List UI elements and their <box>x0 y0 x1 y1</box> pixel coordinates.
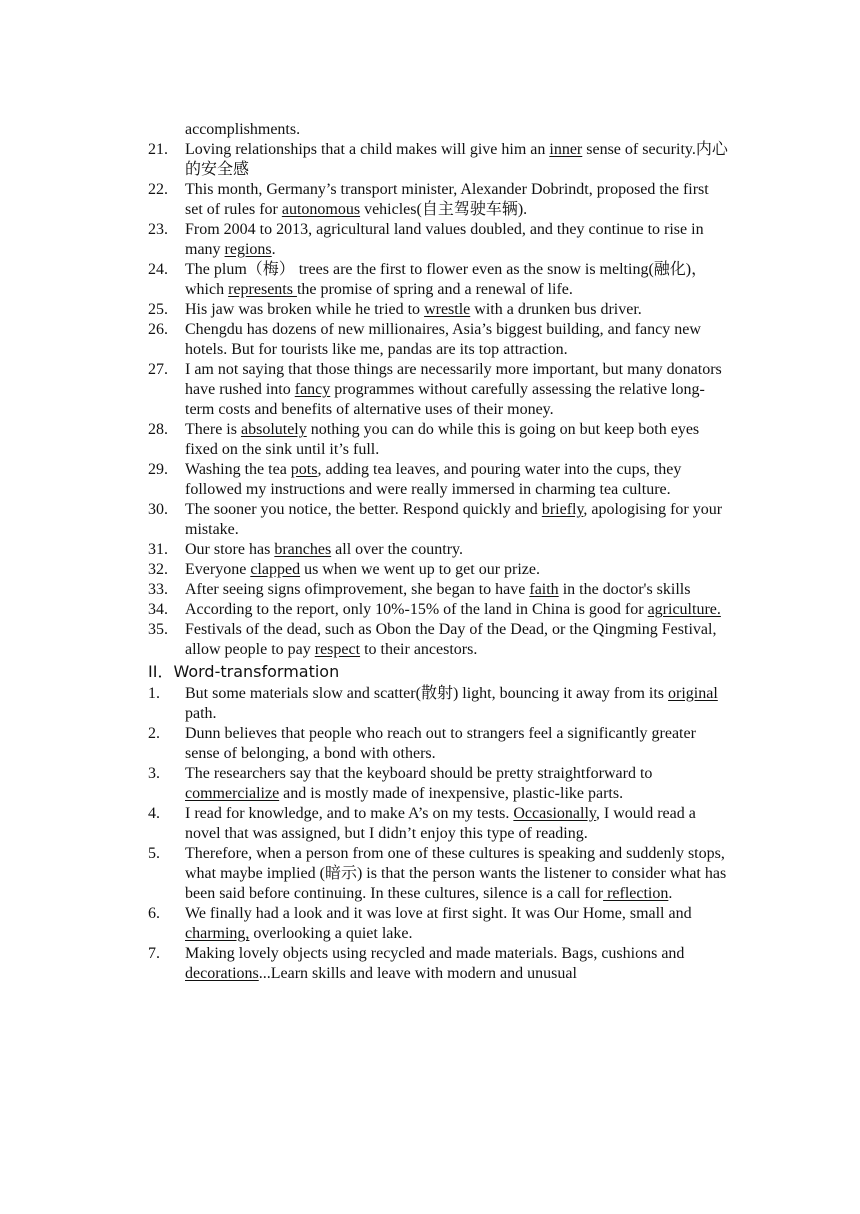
item-sentence <box>185 220 728 260</box>
underlined-word: absolutely <box>240 421 307 438</box>
sentence-before: I am not saying that those things are necessarily more important, but many donators have rushed into <box>185 361 722 398</box>
sentence-before: I read for knowledge, and to make A’s on my tests. <box>185 805 514 822</box>
sentence-after: overlooking a quiet lake. <box>249 925 413 942</box>
vocabulary-list-part1 <box>148 140 728 660</box>
sentence-before: After seeing signs ofimprovement, she began to have <box>185 581 530 598</box>
item-number: 35. <box>148 621 168 638</box>
item-number: 7. <box>148 945 160 962</box>
sentence-before: Everyone <box>185 561 251 578</box>
vocab-item <box>148 220 728 260</box>
vocab-item <box>148 540 728 560</box>
word-transformation-list <box>148 684 728 984</box>
item-sentence <box>185 140 728 180</box>
underlined-word: regions <box>224 241 272 258</box>
item-number: 30. <box>148 501 168 518</box>
sentence-before: Our store has <box>185 541 275 558</box>
sentence-after: , adding tea leaves, and pouring water into the cups, they followed my instructions and were really immersed in charming tea culture. <box>185 461 682 498</box>
vocab-item <box>148 580 728 600</box>
vocab-item <box>148 320 728 360</box>
vocab-item <box>148 560 728 580</box>
item-number: 5. <box>148 845 160 862</box>
item-sentence <box>185 320 728 360</box>
item-number: 1. <box>148 685 160 702</box>
sentence-before: Festivals of the dead, such as Obon the Day of the Dead, or the Qingming Festival, allow people to pay <box>185 621 717 658</box>
sentence-after: nothing you can do while this is going on but keep both eyes fixed on the sink until it’s full. <box>185 421 700 458</box>
vocab-item <box>148 180 728 220</box>
underlined-word: represents <box>228 281 297 298</box>
vocab-item <box>148 300 728 320</box>
sentence-after: and is mostly made of inexpensive, plastic-like parts. <box>279 785 624 802</box>
sentence-before: Dunn believes that people who reach out to strangers feel a significantly greater sense of belonging, a bond with others. <box>185 725 696 762</box>
vocab-item <box>148 500 728 540</box>
sentence-before: Making lovely objects using recycled and made materials. Bags, cushions and <box>185 945 685 962</box>
sentence-after: ...Learn skills and leave with modern and unusual <box>258 965 577 982</box>
sentence-before: According to the report, only 10%-15% of the land in China is good for <box>185 601 648 618</box>
item-sentence <box>185 804 728 844</box>
item-number: 29. <box>148 461 168 478</box>
item-number: 22. <box>148 181 168 198</box>
underlined-word: wrestle <box>424 301 471 318</box>
vocab-item <box>148 260 728 300</box>
sentence-before: The sooner you notice, the better. Respond quickly and <box>185 501 542 518</box>
item-sentence <box>185 460 728 500</box>
item-number: 26. <box>148 321 168 338</box>
item-sentence <box>185 360 728 420</box>
sentence-before: The plum（梅） trees are the first to flower even as the snow is melting(融化)， which <box>185 261 708 298</box>
underlined-word: clapped <box>250 561 301 578</box>
item-number: 21. <box>148 141 168 158</box>
underlined-word: fancy <box>294 381 331 398</box>
sentence-after: the promise of spring and a renewal of life. <box>296 281 573 298</box>
sentence-after: , I would read a novel that was assigned, but I didn’t enjoy this type of reading. <box>185 805 696 842</box>
sentence-after: , apologising for your mistake. <box>185 501 723 538</box>
sentence-before: The researchers say that the keyboard should be pretty straightforward to <box>185 765 653 782</box>
item-sentence <box>185 540 728 560</box>
item-sentence <box>185 180 728 220</box>
underlined-word: branches <box>274 541 332 558</box>
sentence-before: Loving relationships that a child makes will give him an <box>185 141 550 158</box>
vocab-item <box>148 360 728 420</box>
transform-item <box>148 804 728 844</box>
item-sentence <box>185 560 728 580</box>
item-number: 25. <box>148 301 168 318</box>
transform-item <box>148 684 728 724</box>
item-number: 28. <box>148 421 168 438</box>
item-sentence <box>185 724 728 764</box>
underlined-word: decorations <box>185 965 259 982</box>
sentence-before: Washing the tea <box>185 461 291 478</box>
transform-item <box>148 724 728 764</box>
continuation-text: accomplishments. <box>185 121 301 138</box>
sentence-after: to their ancestors. <box>360 641 478 658</box>
item-sentence <box>185 420 728 460</box>
underlined-word: faith <box>529 581 559 598</box>
sentence-after: path. <box>185 705 217 722</box>
sentence-before: His jaw was broken while he tried to <box>185 301 425 318</box>
item-sentence <box>185 844 728 904</box>
item-number: 3. <box>148 765 160 782</box>
section-heading: II．Word-transformation <box>148 662 340 681</box>
underlined-word: briefly <box>541 501 584 518</box>
transform-item <box>148 904 728 944</box>
item-number: 4. <box>148 805 160 822</box>
sentence-after: . <box>668 885 673 902</box>
item-sentence <box>185 300 728 320</box>
sentence-before: There is <box>185 421 241 438</box>
sentence-before: This month, Germany’s transport minister, Alexander Dobrindt, proposed the first set of rules for <box>185 181 709 218</box>
underlined-word: Occasionally <box>513 805 596 822</box>
underlined-word: charming, <box>185 925 250 942</box>
sentence-after: us when we went up to get our prize. <box>300 561 540 578</box>
item-number: 34. <box>148 601 168 618</box>
item-sentence <box>185 260 728 300</box>
item-sentence <box>185 904 728 944</box>
item-sentence <box>185 944 728 984</box>
sentence-after: with a drunken bus driver. <box>470 301 642 318</box>
underlined-word: reflection <box>603 885 669 902</box>
vocab-item <box>148 460 728 500</box>
vocab-item <box>148 600 728 620</box>
vocab-item <box>148 420 728 460</box>
sentence-before: Therefore, when a person from one of these cultures is speaking and suddenly stops, what maybe implied (暗示) is that the person wants the listener to consider what has been said before continuing. In these cultures, silence is a call for <box>185 845 727 902</box>
sentence-before: We finally had a look and it was love at first sight. It was Our Home, small and <box>185 905 692 922</box>
item-sentence <box>185 600 728 620</box>
underlined-word: agriculture. <box>647 601 721 618</box>
sentence-after: all over the country. <box>331 541 463 558</box>
sentence-after: in the doctor's skills <box>558 581 691 598</box>
underlined-word: commercialize <box>185 785 280 802</box>
vocab-item <box>148 620 728 660</box>
sentence-after: sense of security.内心的安全感 <box>185 141 728 178</box>
sentence-after: . <box>271 241 276 258</box>
sentence-after: vehicles(自主驾驶车辆). <box>360 201 528 218</box>
item-sentence <box>185 764 728 804</box>
underlined-word: autonomous <box>281 201 361 218</box>
underlined-word: original <box>668 685 718 702</box>
underlined-word: respect <box>314 641 361 658</box>
sentence-before: Chengdu has dozens of new millionaires, Asia’s biggest building, and fancy new hotels. But for tourists like me, pandas are its top attraction. <box>185 321 701 358</box>
sentence-before: But some materials slow and scatter(散射) light, bouncing it away from its <box>185 685 669 702</box>
item-sentence <box>185 500 728 540</box>
item-number: 6. <box>148 905 160 922</box>
item-number: 27. <box>148 361 168 378</box>
item-number: 32. <box>148 561 168 578</box>
item-number: 23. <box>148 221 168 238</box>
transform-item <box>148 764 728 804</box>
item-sentence <box>185 684 728 724</box>
underlined-word: pots <box>290 461 318 478</box>
underlined-word: inner <box>549 141 583 158</box>
item-number: 24. <box>148 261 168 278</box>
document-content <box>148 120 728 984</box>
item-number: 33. <box>148 581 168 598</box>
transform-item <box>148 844 728 904</box>
item-sentence <box>185 620 728 660</box>
item-number: 31. <box>148 541 168 558</box>
vocab-item <box>148 140 728 180</box>
sentence-after: programmes without carefully assessing the relative long-term costs and benefits of alternative uses of their money. <box>185 381 705 418</box>
sentence-before: From 2004 to 2013, agricultural land values doubled, and they continue to rise in many <box>185 221 704 258</box>
transform-item <box>148 944 728 984</box>
item-sentence <box>185 580 728 600</box>
item-number: 2. <box>148 725 160 742</box>
